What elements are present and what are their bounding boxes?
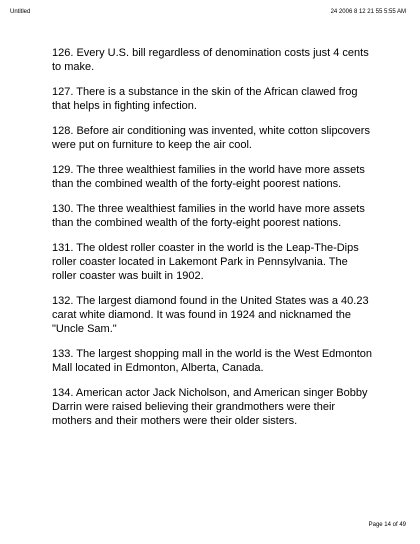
- fact-entry-128: 128. Before air conditioning was invented, white cotton slipcovers were put on furniture to keep the air cool.: [52, 125, 370, 151]
- fact-entry-129: 129. The three wealthiest families in the world have more assets than the combined wealth of the forty-eight poorest nations.: [52, 164, 365, 190]
- fact-entry-127: 127. There is a substance in the skin of the African clawed frog that helps in fighting infection.: [52, 86, 358, 112]
- print-timestamp: 24 2006 8 12 21 55 5:55 AM: [330, 9, 406, 15]
- fact-entry-131: 131. The oldest roller coaster in the world is the Leap-The-Dips roller coaster located in Lakemont Park in Pennsylvania. The roller coaster was built in 1902.: [52, 242, 359, 282]
- document-body: [52, 46, 374, 439]
- fact-entry-133: 133. The largest shopping mall in the world is the West Edmonton Mall located in Edmonton, Alberta, Canada.: [52, 348, 372, 374]
- fact-entry-134: 134. American actor Jack Nicholson, and American singer Bobby Darrin were raised believing their grandmothers were their mothers and their mothers were their older sisters.: [52, 387, 368, 427]
- fact-entry-132: 132. The largest diamond found in the United States was a 40.23 carat white diamond. It was found in 1924 and nicknamed the "Uncle Sam.": [52, 295, 369, 335]
- fact-entry-126: 126. Every U.S. bill regardless of denomination costs just 4 cents to make.: [52, 47, 369, 73]
- page-number: Page 14 of 49: [368, 522, 406, 528]
- document-title: Untitled: [10, 9, 31, 15]
- fact-entry-130: 130. The three wealthiest families in the world have more assets than the combined wealth of the forty-eight poorest nations.: [52, 203, 365, 229]
